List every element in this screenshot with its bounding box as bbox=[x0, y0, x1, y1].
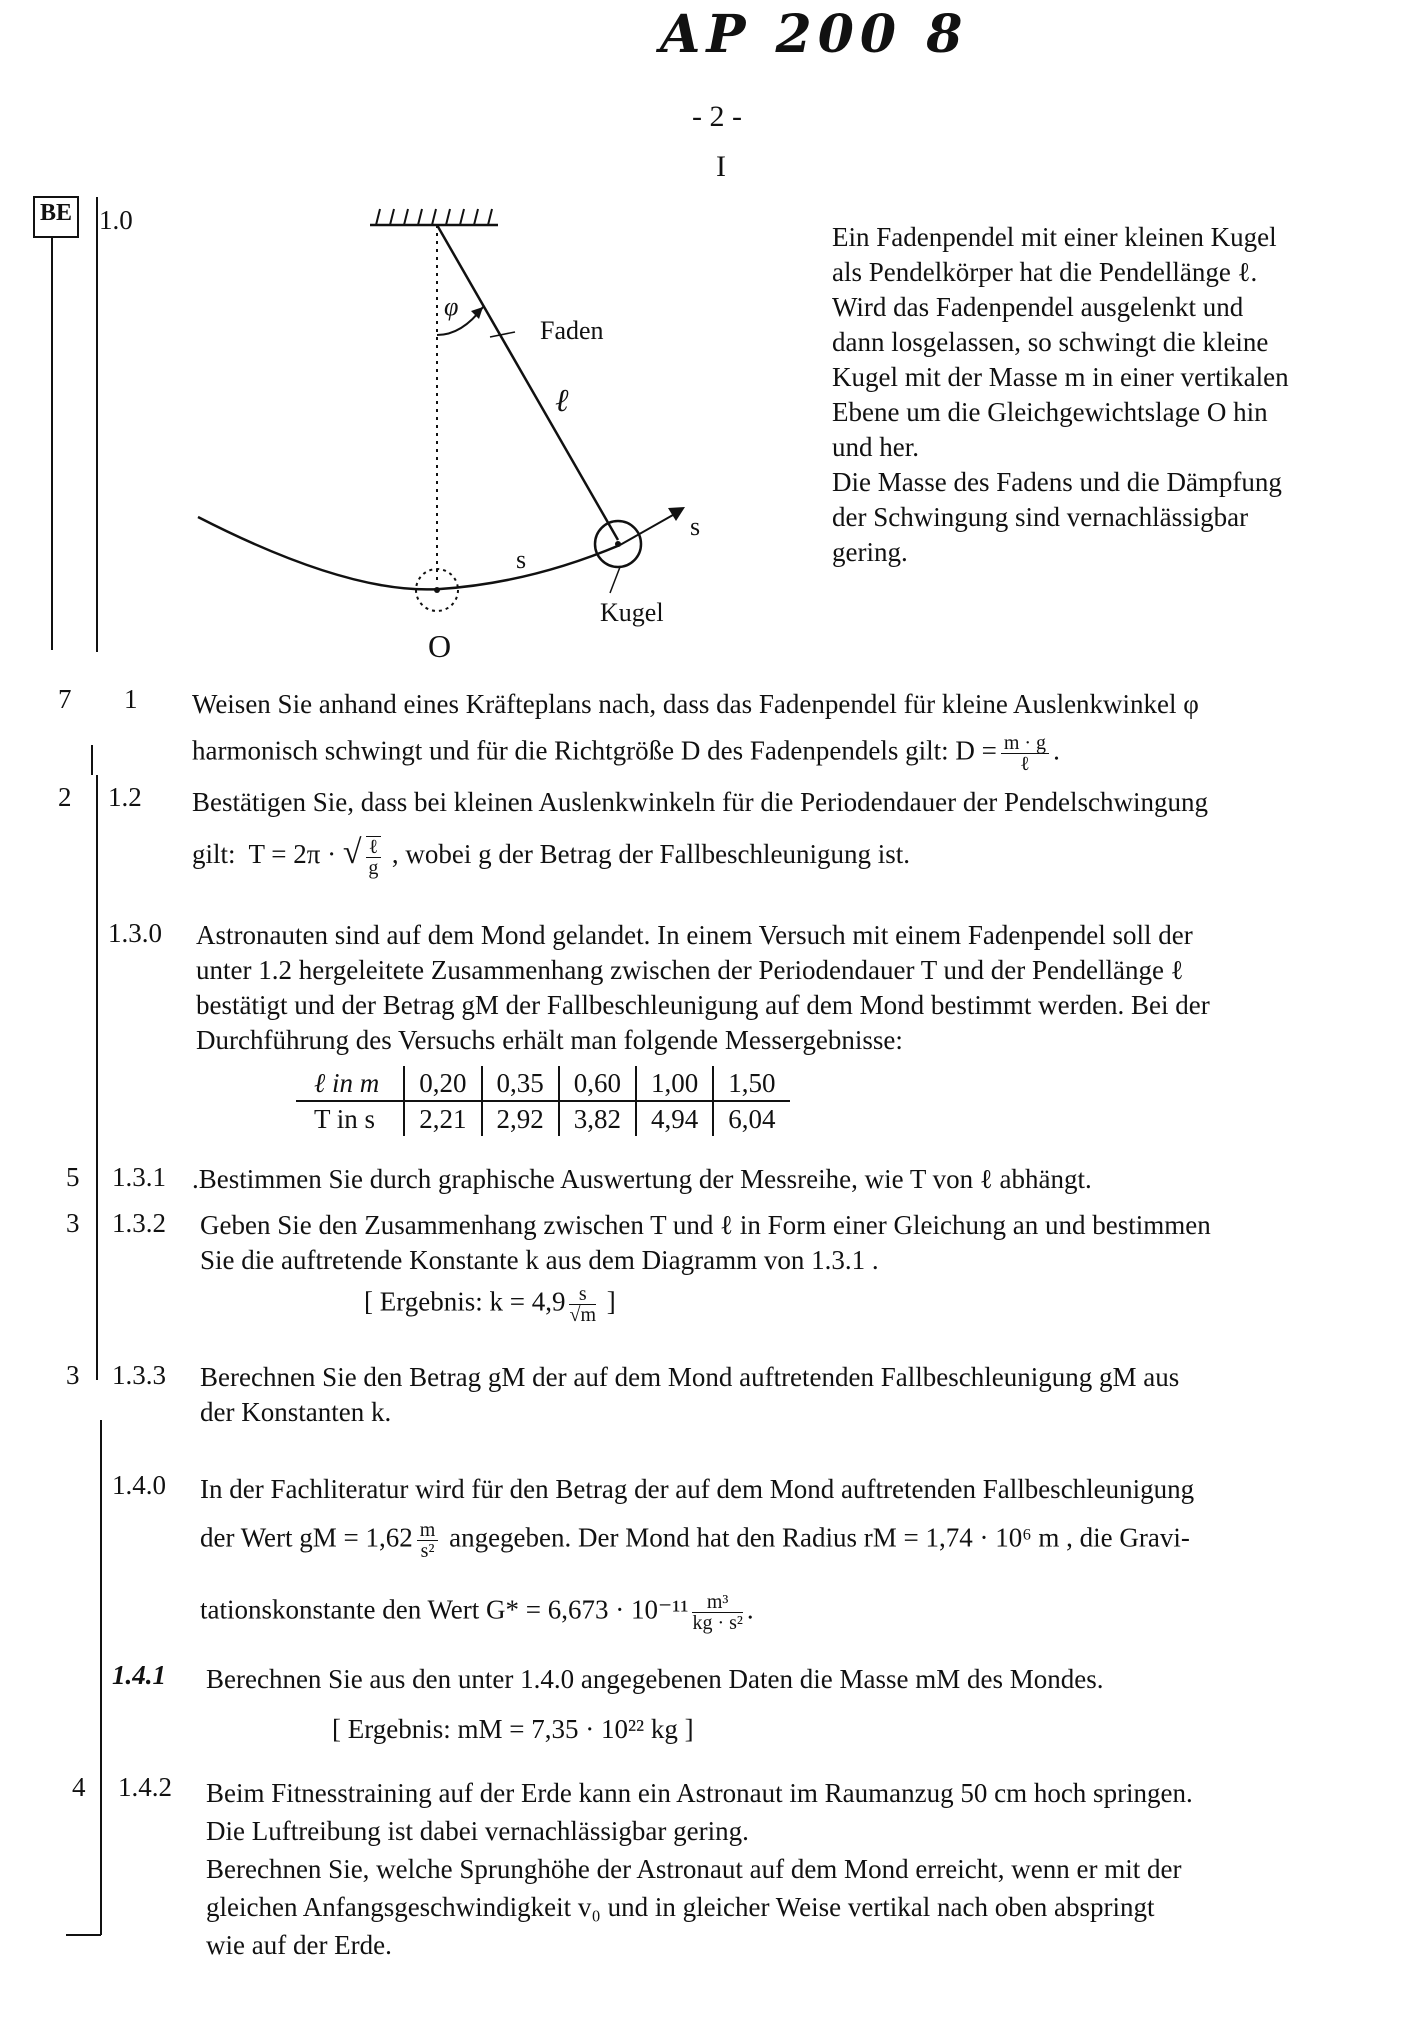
pendulum-figure bbox=[190, 195, 710, 665]
label-o: O bbox=[428, 628, 452, 664]
part-label: I bbox=[716, 150, 726, 183]
table-row-head: T in s bbox=[314, 1104, 376, 1134]
task-1-2-line2: gilt: T = 2π · √ $\frac{\text{ℓ}}{g}$ , wobei g der Betrag der Fallbeschleunigung ist. bbox=[192, 834, 911, 879]
task-1-0-number: 1.0 bbox=[99, 205, 133, 235]
measurement-table bbox=[296, 1066, 790, 1136]
table-cell: 1,50 bbox=[713, 1066, 789, 1101]
label-s-arrow: s bbox=[690, 512, 701, 541]
task-1-4-0-line2: der Wert gM = 1,62 $\frac{m}{\text{s²}}$ angegeben. Der Mond hat den Radius rM = 1,74 · 10⁶ m , die Gravi- bbox=[200, 1519, 1190, 1562]
handwritten-code: AP 200 8 bbox=[660, 4, 969, 65]
task-1-3-1-number: 1.3.1 bbox=[112, 1162, 166, 1192]
task-1-3-1-text: .Bestimmen Sie durch graphische Auswertung der Messreihe, wie T von ℓ abhängt. bbox=[192, 1164, 1092, 1194]
task-1-2-points: 2 bbox=[58, 782, 72, 812]
task-1-4-1-result: [ Ergebnis: mM = 7,35 · 10²² kg ] bbox=[332, 1714, 694, 1744]
task-1-4-1-number: 1.4.1 bbox=[112, 1660, 166, 1690]
task-1-1-line2: harmonisch schwingt und für die Richtgröße D des Fadenpendels gilt: D = $\frac{m \cdot g}{\text{ℓ}}$ . bbox=[192, 732, 1060, 775]
task-1-1-line1: Weisen Sie anhand eines Kräfteplans nach, dass das Fadenpendel für kleine Auslenkwinkel φ bbox=[192, 689, 1199, 719]
table-cell: 0,20 bbox=[404, 1066, 481, 1101]
table-cell: 0,60 bbox=[559, 1066, 636, 1101]
table-cell: 0,35 bbox=[482, 1066, 559, 1101]
task-1-3-0-text: Astronauten sind auf dem Mond gelandet. In einem Versuch mit einem Fadenpendel soll der unter 1.2 hergeleitete Zusammenhang zwischen der Periodendauer T und der Pendellänge ℓ bestätigt und der Betrag gM der Fallbeschleunigung auf dem Mond bestimmt werden. Bei der Durchführung des Versuchs erhält man folgende Messergebnisse: bbox=[196, 920, 1210, 1055]
task-1-3-2-result: [ Ergebnis: k = 4,9 $\frac{s}{√m}$ ] bbox=[364, 1283, 616, 1326]
label-phi: φ bbox=[444, 292, 459, 321]
task-1-4-0-line3: tationskonstante den Wert G* = 6,673 · 10⁻¹¹ $\frac{\text{m³}}{\text{kg · s²}}$ . bbox=[200, 1591, 754, 1634]
task-1-3-2-text: Geben Sie den Zusammenhang zwischen T und ℓ in Form einer Gleichung an und bestimmen Sie die auftretende Konstante k aus dem Diagramm von 1.3.1 . bbox=[200, 1210, 1211, 1275]
task-1-4-0-number: 1.4.0 bbox=[112, 1470, 166, 1500]
task-1-4-0-line1: In der Fachliteratur wird für den Betrag der auf dem Mond auftretenden Fallbeschleunigung bbox=[200, 1474, 1195, 1504]
table-cell: 4,94 bbox=[636, 1101, 713, 1136]
label-faden: Faden bbox=[540, 316, 604, 345]
task-1-3-3-points: 3 bbox=[66, 1360, 80, 1390]
table-cell: 6,04 bbox=[713, 1101, 789, 1136]
task-1-3-3-text: Berechnen Sie den Betrag gM der auf dem Mond auftretenden Fallbeschleunigung gM aus der Konstanten k. bbox=[200, 1362, 1180, 1427]
task-1-0-text: Ein Fadenpendel mit einer kleinen Kugel als Pendelkörper hat die Pendellänge ℓ. Wird das Fadenpendel ausgelenkt und dann losgelassen, so schwingt die kleine Kugel mit der Masse m in einer vertikalen Ebene um die Gleichgewichtslage O hin und her. Die Masse des Fadens und die Dämpfung der Schwingung sind vernachlässigbar gering. bbox=[832, 222, 1289, 567]
task-1-3-1-points: 5 bbox=[66, 1162, 80, 1192]
table-cell: 2,92 bbox=[482, 1101, 559, 1136]
task-1-1-points: 7 bbox=[58, 684, 72, 714]
label-s-arc: s bbox=[516, 545, 527, 574]
task-1-2-number: 1.2 bbox=[108, 782, 142, 812]
table-cell: 3,82 bbox=[559, 1101, 636, 1136]
task-1-3-2-points: 3 bbox=[66, 1208, 80, 1238]
task-1-4-2-text: Beim Fitnesstraining auf der Erde kann ein Astronaut im Raumanzug 50 cm hoch springen. Die Luftreibung ist dabei vernachlässigbar gering. Berechnen Sie, welche Sprunghöhe der Astronaut auf dem Mond erreicht, wenn er mit der gleichen Anfangsgeschwindigkeit v₀ und in gleicher Weise vertikal nach oben abspringt wie auf der Erde. bbox=[206, 1778, 1193, 1960]
label-l: ℓ bbox=[555, 382, 569, 418]
task-1-3-3-number: 1.3.3 bbox=[112, 1360, 166, 1390]
task-1-4-1-line1: Berechnen Sie aus den unter 1.4.0 angegebenen Daten die Masse mM des Mondes. bbox=[206, 1664, 1104, 1694]
task-1-4-2-number: 1.4.2 bbox=[118, 1772, 172, 1802]
task-1-4-2-points: 4 bbox=[72, 1772, 86, 1802]
table-row-head: ℓ in m bbox=[296, 1066, 404, 1101]
table-cell: 1,00 bbox=[636, 1066, 713, 1101]
task-1-3-0-number: 1.3.0 bbox=[108, 918, 162, 948]
task-1-2-line1: Bestätigen Sie, dass bei kleinen Auslenkwinkeln für die Periodendauer der Pendelschwingung bbox=[192, 787, 1209, 817]
label-kugel: Kugel bbox=[600, 598, 664, 627]
task-1-1-number: 1 bbox=[124, 684, 138, 714]
task-1-3-2-number: 1.3.2 bbox=[112, 1208, 166, 1238]
page-number: - 2 - bbox=[692, 100, 742, 133]
box-label: BE bbox=[40, 200, 73, 226]
table-cell: 2,21 bbox=[404, 1101, 481, 1136]
